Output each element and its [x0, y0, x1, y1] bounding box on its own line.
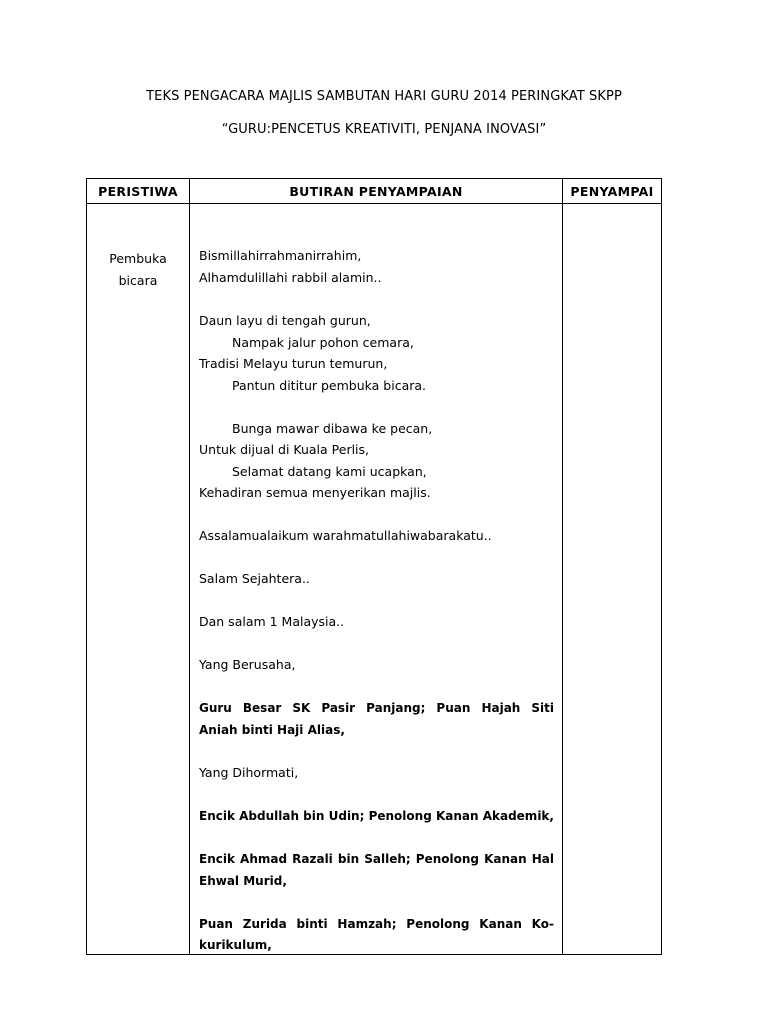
header-penyampai: PENYAMPAI	[563, 179, 662, 204]
document-theme: “GURU:PENCETUS KREATIVITI, PENJANA INOVASI”	[221, 122, 547, 137]
table-header-row	[87, 179, 662, 204]
content-line: Assalamualaikum warahmatullahiwabarakatu..	[199, 528, 492, 543]
content-line-bold: Encik Ahmad Razali bin Salleh; Penolong Kanan Hal	[199, 852, 554, 866]
content-line: Yang Berusaha,	[199, 657, 296, 672]
event-label-line1: Pembuka	[109, 251, 167, 266]
content-cell	[190, 204, 563, 955]
content-line-bold: Encik Abdullah bin Udin; Penolong Kanan Akademik,	[199, 809, 554, 823]
content-line: Yang Dihormati,	[199, 765, 299, 780]
content-line: Selamat datang kami ucapkan,	[232, 464, 427, 479]
header-peristiwa: PERISTIWA	[87, 179, 190, 204]
event-cell	[87, 204, 190, 955]
content-line: Untuk dijual di Kuala Perlis,	[199, 442, 370, 457]
script-table	[86, 178, 662, 955]
content-line: Pantun dititur pembuka bicara.	[232, 378, 427, 393]
content-line: Alhamdulillahi rabbil alamin..	[199, 270, 382, 285]
document-title: TEKS PENGACARA MAJLIS SAMBUTAN HARI GURU 2014 PERINGKAT SKPP	[146, 89, 622, 104]
content-line: Nampak jalur pohon cemara,	[232, 335, 414, 350]
event-label-line2: bicara	[118, 273, 158, 288]
content-line-bold: Aniah binti Haji Alias,	[199, 723, 345, 737]
table-row	[87, 204, 662, 955]
content-line: Bismillahirrahmanirrahim,	[199, 248, 362, 263]
content-line: Tradisi Melayu turun temurun,	[199, 356, 388, 371]
header-butiran: BUTIRAN PENYAMPAIAN	[190, 179, 563, 204]
content-line: Salam Sejahtera..	[199, 571, 310, 586]
content-line-bold: Ehwal Murid,	[199, 874, 287, 888]
content-line-bold: Guru Besar SK Pasir Panjang; Puan Hajah Siti	[199, 701, 554, 715]
content-line: Daun layu di tengah gurun,	[199, 313, 371, 328]
content-line: Bunga mawar dibawa ke pecan,	[232, 421, 433, 436]
content-line-bold: kurikulum,	[199, 938, 272, 952]
content-line: Dan salam 1 Malaysia..	[199, 614, 345, 629]
content-line-bold: Puan Zurida binti Hamzah; Penolong Kanan Ko-	[199, 917, 554, 931]
presenter-cell	[563, 204, 662, 955]
content-line: Kehadiran semua menyerikan majlis.	[199, 485, 431, 500]
